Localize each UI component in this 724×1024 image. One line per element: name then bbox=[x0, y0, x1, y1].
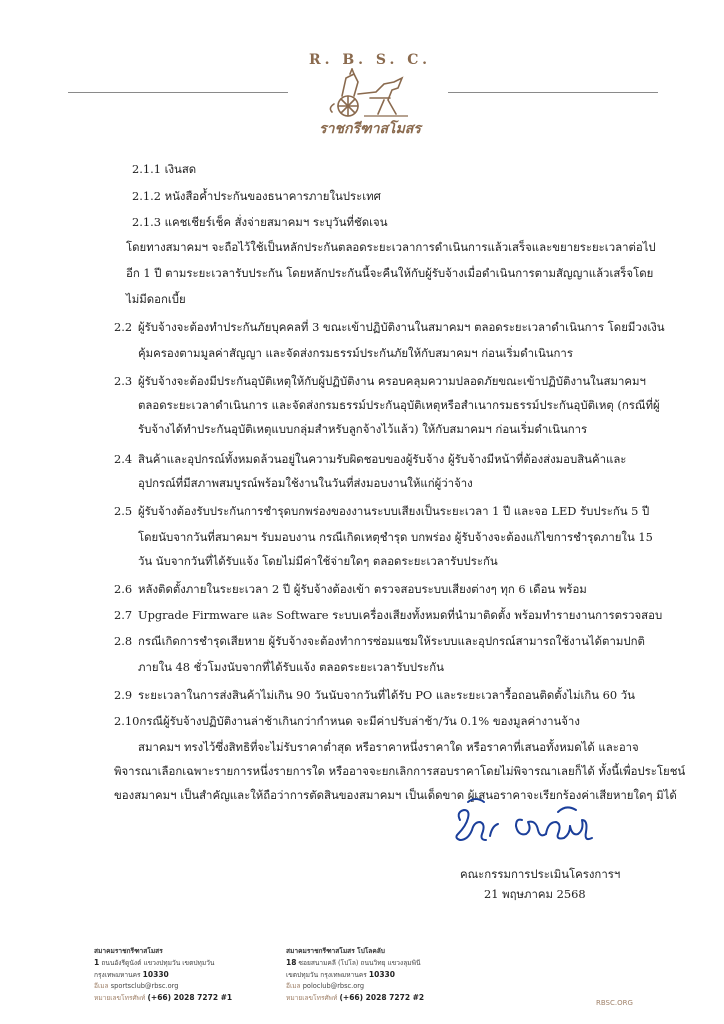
item-2-3-line-3: รับจ้างได้ทำประกันอุบัติเหตุแบบกลุ่มสำหรับลูกจ้างไว้แล้ว) ให้กับสมาคมฯ ก่อนเริ่มดำเนินการ bbox=[138, 422, 588, 436]
item-2-5-line-3: วัน นับจากวันที่ได้รับแจ้ง โดยไม่มีค่าใช้จ่ายใดๆ ตลอดระยะเวลารับประกัน bbox=[138, 554, 498, 568]
item-2-6: หลังติดตั้งภายในระยะเวลา 2 ปี ผู้รับจ้างต้องเข้า ตรวจสอบระบบเสียงต่างๆ ทุก 6 เดือน พร้อม bbox=[138, 582, 587, 596]
website-link[interactable]: RBSC.ORG bbox=[596, 999, 633, 1007]
item-2-3-line-1: ผู้รับจ้างจะต้องมีประกันอุบัติเหตุให้กับผู้ปฏิบัติงาน ครอบคลุมความปลอดภัยขณะเข้าปฏิบัติงานในสมาคมฯ bbox=[138, 374, 646, 388]
footer-right-addr-num: 18 bbox=[286, 958, 297, 967]
footer-right-email-label: อีเมล bbox=[286, 982, 301, 990]
header-rule-right bbox=[448, 92, 658, 93]
item-2-1-2: 2.1.2 หนังสือค้ำประกันของธนาคารภายในประเทศ bbox=[132, 189, 381, 203]
closing-line-1: สมาคมฯ ทรงไว้ซึ่งสิทธิที่จะไม่รับราคาต่ำสุด หรือราคาหนึ่งราคาใด หรือราคาที่เสนอทั้งหมดได้ และอาจ bbox=[138, 740, 639, 754]
footer-left-addr1: ถนนอังรีดูนังต์ แขวงปทุมวัน เขตปทุมวัน bbox=[101, 959, 215, 967]
footer-left bbox=[94, 946, 232, 1004]
item-2-9: ระยะเวลาในการส่งสินค้าไม่เกิน 90 วันนับจากวันที่ได้รับ PO และระยะเวลารื้อถอนติดตั้งไม่เกิน 60 วัน bbox=[138, 688, 635, 702]
chariot-emblem-icon bbox=[324, 68, 416, 120]
item-2-1-note-line-2: อีก 1 ปี ตามระยะเวลารับประกัน โดยหลักประกันนี้จะคืนให้กับผู้รับจ้างเมื่อดำเนินการตามสัญญาแล้วเสร็จโดย bbox=[126, 266, 654, 280]
footer-right-phone-label: หมายเลขโทรศัพท์ bbox=[286, 994, 338, 1002]
footer-left-phone-label: หมายเลขโทรศัพท์ bbox=[94, 994, 146, 1002]
item-2-1-note-line-3: ไม่มีดอกเบี้ย bbox=[126, 292, 186, 306]
footer-left-zip: 10330 bbox=[142, 970, 169, 979]
footer-left-addr2: กรุงเทพมหานคร bbox=[94, 971, 141, 979]
item-2-4-line-2: อุปกรณ์ที่มีสภาพสมบูรณ์พร้อมใช้งานในวันที่ส่งมอบงานให้แก่ผู้ว่าจ้าง bbox=[138, 476, 473, 490]
item-2-1-note-line-1: โดยทางสมาคมฯ จะถือไว้ใช้เป็นหลักประกันตลอดระยะเวลาการดำเนินการแล้วเสร็จและขยายระยะเวลาต่อไป bbox=[126, 240, 656, 254]
item-number: 2.8 bbox=[114, 634, 133, 648]
signature-date: 21 พฤษภาคม 2568 bbox=[484, 887, 586, 901]
closing-line-3: ของสมาคมฯ เป็นสำคัญและให้ถือว่าการตัดสินของสมาคมฯ เป็นเด็ดขาด ผู้เสนอราคาจะเรียกร้องค่าเสียหายใดๆ มิได้ bbox=[114, 788, 677, 802]
item-2-1-1: 2.1.1 เงินสด bbox=[132, 162, 197, 176]
closing-line-2: พิจารณาเลือกเฉพาะรายการหนึ่งรายการใด หรืออาจจะยกเลิกการสอบราคาโดยไม่พิจารณาเลยก็ได้ ทั้งนี้เพื่อประโยชน์ bbox=[114, 764, 686, 778]
item-2-3-line-2: ตลอดระยะเวลาดำเนินการ และจัดส่งกรมธรรม์ประกันอุบัติเหตุหรือสำเนากรมธรรม์ประกันอุบัติเหตุ (กรณีที่ผู้ bbox=[138, 398, 660, 412]
signatory-title: คณะกรรมการประเมินโครงการฯ bbox=[460, 867, 621, 881]
footer-right-phone: (+66) 2028 7272 #2 bbox=[339, 993, 425, 1002]
item-2-1-3: 2.1.3 แคชเชียร์เช็ค สั่งจ่ายสมาคมฯ ระบุวันที่ชัดเจน bbox=[132, 215, 388, 229]
item-number: 2.9 bbox=[114, 688, 133, 702]
footer-left-title: สมาคมราชกรีฑาสโมสร bbox=[94, 947, 163, 955]
header-rule-left bbox=[68, 92, 288, 93]
footer-left-email-label: อีเมล bbox=[94, 982, 109, 990]
item-number: 2.4 bbox=[114, 452, 133, 466]
handwritten-signature bbox=[446, 790, 606, 852]
footer-left-phone: (+66) 2028 7272 #1 bbox=[147, 993, 233, 1002]
item-2-7: Upgrade Firmware และ Software ระบบเครื่องเสียงทั้งหมดที่นำมาติดตั้ง พร้อมทำรายงานการตรวจสอบ bbox=[138, 608, 663, 622]
item-2-5-line-1: ผู้รับจ้างต้องรับประกันการชำรุดบกพร่องของงานระบบเสียงเป็นระยะเวลา 1 ปี และจอ LED รับประกัน 5 ปี bbox=[138, 504, 650, 518]
rbsc-logo bbox=[300, 40, 440, 136]
footer-right-addr2: เขตปทุมวัน กรุงเทพมหานคร bbox=[286, 971, 367, 979]
item-2-8-line-2: ภายใน 48 ชั่วโมงนับจากที่ได้รับแจ้ง ตลอดระยะเวลารับประกัน bbox=[138, 660, 444, 674]
logo-letters: R. B. S. C. bbox=[308, 52, 432, 68]
item-2-2-line-2: คุ้มครองตามมูลค่าสัญญา และจัดส่งกรมธรรม์ประกันภัยให้กับสมาคมฯ ก่อนเริ่มดำเนินการ bbox=[138, 346, 573, 360]
item-number: 2.5 bbox=[114, 504, 133, 518]
footer-right-title: สมาคมราชกรีฑาสโมสร โปโลคลับ bbox=[286, 947, 385, 955]
footer-right-zip: 10330 bbox=[368, 970, 395, 979]
item-number: 2.7 bbox=[114, 608, 133, 622]
item-2-8-line-1: กรณีเกิดการชำรุดเสียหาย ผู้รับจ้างจะต้องทำการซ่อมแซมให้ระบบและอุปกรณ์สามารถใช้งานได้ตามปกติ bbox=[138, 634, 645, 648]
logo-name: ราชกรีฑาสโมสร bbox=[319, 121, 421, 137]
item-number: 2.2 bbox=[114, 320, 133, 334]
item-2-2-line-1: ผู้รับจ้างจะต้องทำประกันภัยบุคคลที่ 3 ขณะเข้าปฏิบัติงานในสมาคมฯ ตลอดระยะเวลาดำเนินการ โดยมีวงเงิน bbox=[138, 320, 665, 334]
item-number: 2.3 bbox=[114, 374, 133, 388]
item-number: 2.6 bbox=[114, 582, 133, 596]
footer-right-email-link[interactable]: poloclub@rbsc.org bbox=[302, 982, 365, 990]
item-2-4-line-1: สินค้าและอุปกรณ์ทั้งหมดล้วนอยู่ในความรับผิดชอบของผู้รับจ้าง ผู้รับจ้างมีหน้าที่ต้องส่งมอบสินค้าและ bbox=[138, 452, 627, 466]
footer-left-email-link[interactable]: sportsclub@rbsc.org bbox=[110, 982, 179, 990]
item-2-5-line-2: โดยนับจากวันที่สมาคมฯ รับมอบงาน กรณีเกิดเหตุชำรุด บกพร่อง ผู้รับจ้างจะต้องแก้ไขการชำรุดภายใน 15 bbox=[138, 530, 653, 544]
footer-right bbox=[286, 946, 424, 1004]
footer-left-addr-num: 1 bbox=[94, 958, 100, 967]
footer-right-addr1: ซอยสนามคลี (โปโล) ถนนวิทยุ แขวงลุมพินี bbox=[298, 959, 421, 967]
item-2-10: 2.10กรณีผู้รับจ้างปฏิบัติงานล่าช้าเกินกว่ากำหนด จะมีค่าปรับล่าช้า/วัน 0.1% ของมูลค่างานจ้าง bbox=[114, 714, 580, 728]
